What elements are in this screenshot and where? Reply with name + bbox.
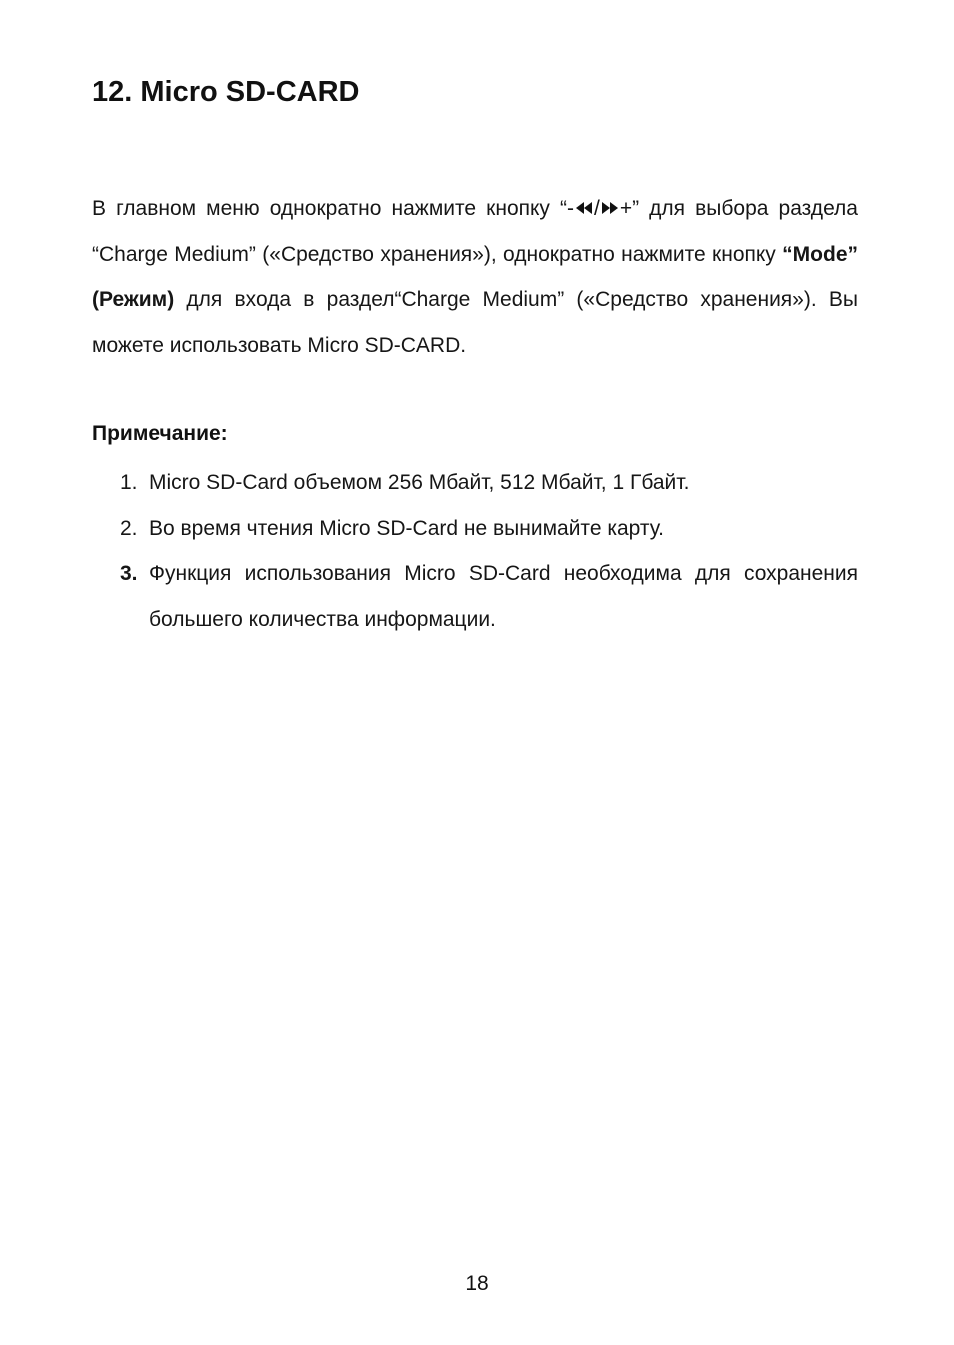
list-item xyxy=(92,506,858,552)
note-heading: Примечание: xyxy=(92,422,228,445)
fast-forward-icon xyxy=(600,200,620,216)
paragraph-text-start: В главном меню однократно нажмите кнопку “- xyxy=(92,197,574,220)
list-item xyxy=(92,460,858,506)
list-item-text: Micro SD-Card объемом 256 Мбайт, 512 Мбайт, 1 Гбайт. xyxy=(149,471,690,494)
list-item-number: 1. xyxy=(120,471,138,494)
paragraph-text-middle: +” для выбора раздела “Charge Medium” («Средство хранения»), однократно нажмите кнопку xyxy=(92,197,858,266)
list-item-number: 2. xyxy=(120,516,138,540)
section-heading: 12. Micro SD-CARD xyxy=(92,76,360,108)
note-list xyxy=(92,460,858,642)
list-item-number: 3. xyxy=(120,562,138,585)
page-number: 18 xyxy=(465,1272,489,1295)
instruction-paragraph xyxy=(92,186,858,368)
slash-separator: / xyxy=(593,197,600,220)
list-item-text: Во время чтения Micro SD-Card не вынимайте карту. xyxy=(149,516,664,540)
list-item-text: Функция использования Micro SD-Card необходима для сохранения большего количества информации. xyxy=(149,562,858,631)
mode-button-name: “Mode” (Режим) xyxy=(92,242,858,311)
paragraph-text-end: для входа в раздел“Charge Medium” («Средство хранения»). Вы можете использовать Micro SD-CARD. xyxy=(92,288,858,357)
rewind-icon xyxy=(574,200,594,216)
list-item xyxy=(92,551,858,642)
